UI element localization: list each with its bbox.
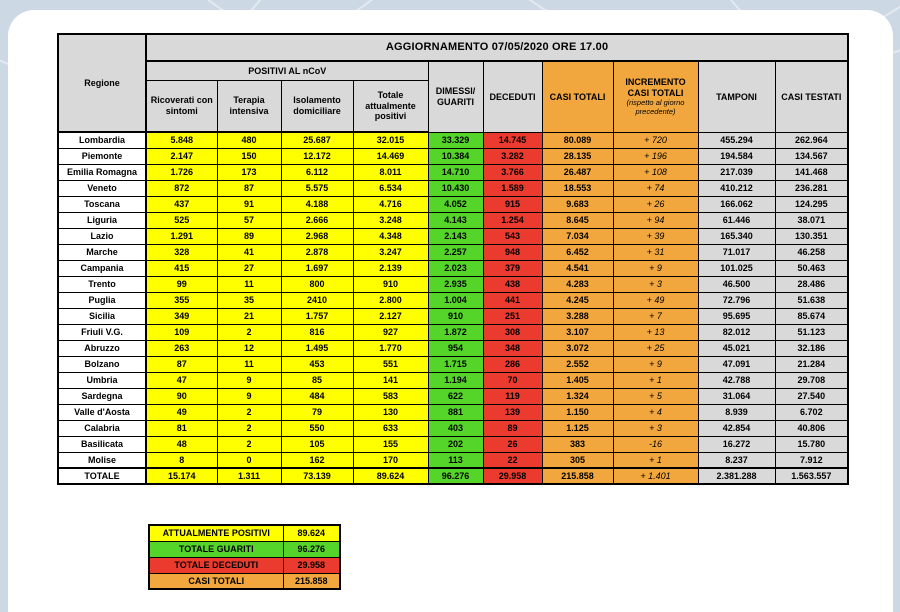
value-cell: 8.011 [353, 164, 428, 180]
value-cell: 4.716 [353, 196, 428, 212]
value-cell: + 26 [613, 196, 698, 212]
value-cell: 3.248 [353, 212, 428, 228]
value-cell: 124.295 [775, 196, 848, 212]
value-cell: + 9 [613, 356, 698, 372]
legend-label: CASI TOTALI [149, 573, 283, 589]
region-name-cell: Trento [58, 276, 146, 292]
value-cell: 6.534 [353, 180, 428, 196]
value-cell: 2.147 [146, 148, 217, 164]
value-cell: 484 [281, 388, 353, 404]
value-cell: 91 [217, 196, 281, 212]
value-cell: 47.091 [698, 356, 775, 372]
value-cell: 38.071 [775, 212, 848, 228]
value-cell: 305 [542, 452, 613, 468]
legend-value: 215.858 [283, 573, 340, 589]
value-cell: 40.806 [775, 420, 848, 436]
value-cell: 480 [217, 132, 281, 148]
value-cell: 61.446 [698, 212, 775, 228]
value-cell: 6.702 [775, 404, 848, 420]
region-row-puglia [58, 292, 848, 308]
value-cell: 215.858 [542, 468, 613, 484]
legend-row [149, 557, 340, 573]
value-cell: 438 [483, 276, 542, 292]
value-cell: 550 [281, 420, 353, 436]
value-cell: 5.575 [281, 180, 353, 196]
value-cell: 12.172 [281, 148, 353, 164]
value-cell: 9 [217, 388, 281, 404]
value-cell: 1.254 [483, 212, 542, 228]
value-cell: 29.958 [483, 468, 542, 484]
value-cell: 49 [146, 404, 217, 420]
value-cell: 21.284 [775, 356, 848, 372]
value-cell: 2 [217, 420, 281, 436]
region-row-toscana [58, 196, 848, 212]
value-cell: 8.645 [542, 212, 613, 228]
value-cell: 286 [483, 356, 542, 372]
region-name-cell: Sardegna [58, 388, 146, 404]
value-cell: + 1.401 [613, 468, 698, 484]
value-cell: 1.150 [542, 404, 613, 420]
incremento-label: INCREMENTO CASI TOTALI [625, 77, 686, 98]
value-cell: 85 [281, 372, 353, 388]
value-cell: 800 [281, 276, 353, 292]
value-cell: 1.495 [281, 340, 353, 356]
value-cell: 28.135 [542, 148, 613, 164]
value-cell: 9 [217, 372, 281, 388]
col-header-casi-totali: CASI TOTALI [542, 61, 613, 132]
value-cell: 109 [146, 324, 217, 340]
value-cell: 87 [217, 180, 281, 196]
value-cell: + 3 [613, 420, 698, 436]
value-cell: 4.052 [428, 196, 483, 212]
value-cell: 348 [483, 340, 542, 356]
legend-label: TOTALE DECEDUTI [149, 557, 283, 573]
region-row-valle-d-aosta [58, 404, 848, 420]
value-cell: 9.683 [542, 196, 613, 212]
value-cell: 262.964 [775, 132, 848, 148]
region-name-cell: Bolzano [58, 356, 146, 372]
value-cell: 543 [483, 228, 542, 244]
value-cell: 355 [146, 292, 217, 308]
value-cell: 15.174 [146, 468, 217, 484]
value-cell: + 4 [613, 404, 698, 420]
region-row-bolzano [58, 356, 848, 372]
value-cell: 816 [281, 324, 353, 340]
value-cell: 4.245 [542, 292, 613, 308]
value-cell: 2.257 [428, 244, 483, 260]
legend-table [148, 524, 341, 590]
col-header-deceduti: DECEDUTI [483, 61, 542, 132]
value-cell: 1.311 [217, 468, 281, 484]
value-cell: 27.540 [775, 388, 848, 404]
value-cell: 71.017 [698, 244, 775, 260]
value-cell: 165.340 [698, 228, 775, 244]
value-cell: 10.384 [428, 148, 483, 164]
value-cell: 2.935 [428, 276, 483, 292]
region-name-cell: TOTALE [58, 468, 146, 484]
value-cell: 2.878 [281, 244, 353, 260]
value-cell: + 196 [613, 148, 698, 164]
value-cell: 45.021 [698, 340, 775, 356]
value-cell: 7.034 [542, 228, 613, 244]
value-cell: + 94 [613, 212, 698, 228]
value-cell: 2.139 [353, 260, 428, 276]
value-cell: 236.281 [775, 180, 848, 196]
value-cell: 99 [146, 276, 217, 292]
value-cell: 51.123 [775, 324, 848, 340]
region-name-cell: Friuli V.G. [58, 324, 146, 340]
value-cell: 202 [428, 436, 483, 452]
value-cell: + 720 [613, 132, 698, 148]
value-cell: 2.143 [428, 228, 483, 244]
value-cell: 46.258 [775, 244, 848, 260]
region-name-cell: Liguria [58, 212, 146, 228]
col-header-dimessi-guariti: DIMESSI/ GUARITI [428, 61, 483, 132]
value-cell: 6.452 [542, 244, 613, 260]
value-cell: -16 [613, 436, 698, 452]
value-cell: 72.796 [698, 292, 775, 308]
legend-label: ATTUALMENTE POSITIVI [149, 525, 283, 541]
value-cell: 141.468 [775, 164, 848, 180]
value-cell: 2.552 [542, 356, 613, 372]
value-cell: 1.697 [281, 260, 353, 276]
value-cell: 0 [217, 452, 281, 468]
value-cell: 139 [483, 404, 542, 420]
region-row-calabria [58, 420, 848, 436]
region-row-lazio [58, 228, 848, 244]
value-cell: 162 [281, 452, 353, 468]
value-cell: 1.194 [428, 372, 483, 388]
value-cell: 11 [217, 356, 281, 372]
value-cell: + 5 [613, 388, 698, 404]
value-cell: 85.674 [775, 308, 848, 324]
value-cell: 33.329 [428, 132, 483, 148]
value-cell: 453 [281, 356, 353, 372]
value-cell: 150 [217, 148, 281, 164]
sub-header-isolamento: Isolamento domiciliare [281, 80, 353, 132]
value-cell: 2.381.288 [698, 468, 775, 484]
value-cell: 2.023 [428, 260, 483, 276]
value-cell: 16.272 [698, 436, 775, 452]
value-cell: 954 [428, 340, 483, 356]
value-cell: 105 [281, 436, 353, 452]
value-cell: 217.039 [698, 164, 775, 180]
value-cell: 633 [353, 420, 428, 436]
value-cell: 328 [146, 244, 217, 260]
value-cell: 415 [146, 260, 217, 276]
value-cell: 3.072 [542, 340, 613, 356]
value-cell: 25.687 [281, 132, 353, 148]
sub-header-totale-positivi: Totale attualmente positivi [353, 80, 428, 132]
value-cell: 1.004 [428, 292, 483, 308]
region-name-cell: Calabria [58, 420, 146, 436]
value-cell: 2 [217, 436, 281, 452]
value-cell: 1.125 [542, 420, 613, 436]
value-cell: 89.624 [353, 468, 428, 484]
value-cell: 82.012 [698, 324, 775, 340]
value-cell: 51.638 [775, 292, 848, 308]
value-cell: 403 [428, 420, 483, 436]
value-cell: 1.405 [542, 372, 613, 388]
value-cell: 79 [281, 404, 353, 420]
content-card [8, 10, 893, 612]
col-header-tamponi: TAMPONI [698, 61, 775, 132]
value-cell: 6.112 [281, 164, 353, 180]
value-cell: 308 [483, 324, 542, 340]
value-cell: 8.237 [698, 452, 775, 468]
value-cell: 96.276 [428, 468, 483, 484]
value-cell: 8.939 [698, 404, 775, 420]
region-name-cell: Emilia Romagna [58, 164, 146, 180]
region-row-abruzzo [58, 340, 848, 356]
region-row-lombardia [58, 132, 848, 148]
sub-header-ricoverati: Ricoverati con sintomi [146, 80, 217, 132]
value-cell: 31.064 [698, 388, 775, 404]
value-cell: + 1 [613, 372, 698, 388]
value-cell: 32.186 [775, 340, 848, 356]
value-cell: 87 [146, 356, 217, 372]
region-row-veneto [58, 180, 848, 196]
value-cell: 3.247 [353, 244, 428, 260]
value-cell: 15.780 [775, 436, 848, 452]
value-cell: 437 [146, 196, 217, 212]
value-cell: 8 [146, 452, 217, 468]
value-cell: 1.291 [146, 228, 217, 244]
value-cell: 551 [353, 356, 428, 372]
value-cell: 910 [428, 308, 483, 324]
value-cell: 173 [217, 164, 281, 180]
region-name-cell: Sicilia [58, 308, 146, 324]
value-cell: 50.463 [775, 260, 848, 276]
legend-row [149, 541, 340, 557]
incremento-note: (rispetto al giorno precedente) [626, 97, 685, 116]
region-row-campania [58, 260, 848, 276]
value-cell: 41 [217, 244, 281, 260]
value-cell: + 25 [613, 340, 698, 356]
value-cell: 441 [483, 292, 542, 308]
value-cell: 11 [217, 276, 281, 292]
region-name-cell: Puglia [58, 292, 146, 308]
region-name-cell: Campania [58, 260, 146, 276]
value-cell: 4.348 [353, 228, 428, 244]
value-cell: 22 [483, 452, 542, 468]
value-cell: 881 [428, 404, 483, 420]
region-name-cell: Lazio [58, 228, 146, 244]
value-cell: + 7 [613, 308, 698, 324]
region-row-basilicata [58, 436, 848, 452]
value-cell: 134.567 [775, 148, 848, 164]
region-name-cell: Molise [58, 452, 146, 468]
value-cell: 4.541 [542, 260, 613, 276]
value-cell: 90 [146, 388, 217, 404]
value-cell: 46.500 [698, 276, 775, 292]
value-cell: 70 [483, 372, 542, 388]
value-cell: 32.015 [353, 132, 428, 148]
value-cell: 101.025 [698, 260, 775, 276]
region-row-liguria [58, 212, 848, 228]
value-cell: 4.188 [281, 196, 353, 212]
value-cell: 130.351 [775, 228, 848, 244]
value-cell: 166.062 [698, 196, 775, 212]
value-cell: 5.848 [146, 132, 217, 148]
value-cell: + 39 [613, 228, 698, 244]
value-cell: 42.788 [698, 372, 775, 388]
value-cell: 1.563.557 [775, 468, 848, 484]
value-cell: + 3 [613, 276, 698, 292]
value-cell: 27 [217, 260, 281, 276]
value-cell: + 74 [613, 180, 698, 196]
totale-row [58, 468, 848, 484]
value-cell: 29.708 [775, 372, 848, 388]
value-cell: 1.324 [542, 388, 613, 404]
value-cell: 1.726 [146, 164, 217, 180]
col-header-casi-testati: CASI TESTATI [775, 61, 848, 132]
region-row-sicilia [58, 308, 848, 324]
value-cell: 14.710 [428, 164, 483, 180]
legend-value: 29.958 [283, 557, 340, 573]
value-cell: 2 [217, 324, 281, 340]
value-cell: 525 [146, 212, 217, 228]
value-cell: 1.757 [281, 308, 353, 324]
value-cell: 2.968 [281, 228, 353, 244]
region-name-cell: Marche [58, 244, 146, 260]
value-cell: 14.745 [483, 132, 542, 148]
legend-value: 89.624 [283, 525, 340, 541]
value-cell: 26.487 [542, 164, 613, 180]
value-cell: + 108 [613, 164, 698, 180]
region-row-friuli-v-g- [58, 324, 848, 340]
region-name-cell: Veneto [58, 180, 146, 196]
region-column-header: Regione [58, 34, 146, 132]
region-name-cell: Umbria [58, 372, 146, 388]
value-cell: 455.294 [698, 132, 775, 148]
value-cell: 948 [483, 244, 542, 260]
value-cell: 349 [146, 308, 217, 324]
region-row-molise [58, 452, 848, 468]
value-cell: 927 [353, 324, 428, 340]
value-cell: 47 [146, 372, 217, 388]
value-cell: 14.469 [353, 148, 428, 164]
value-cell: 194.584 [698, 148, 775, 164]
value-cell: 81 [146, 420, 217, 436]
value-cell: 89 [217, 228, 281, 244]
legend-value: 96.276 [283, 541, 340, 557]
value-cell: 119 [483, 388, 542, 404]
value-cell: + 31 [613, 244, 698, 260]
value-cell: 26 [483, 436, 542, 452]
value-cell: + 9 [613, 260, 698, 276]
title-row [58, 34, 848, 61]
value-cell: 915 [483, 196, 542, 212]
value-cell: 622 [428, 388, 483, 404]
value-cell: 80.089 [542, 132, 613, 148]
region-name-cell: Valle d'Aosta [58, 404, 146, 420]
value-cell: 57 [217, 212, 281, 228]
table-title: AGGIORNAMENTO 07/05/2020 ORE 17.00 [146, 34, 848, 61]
value-cell: + 49 [613, 292, 698, 308]
value-cell: 410.212 [698, 180, 775, 196]
positivi-group-header: POSITIVI AL nCoV [146, 61, 428, 80]
legend-label: TOTALE GUARITI [149, 541, 283, 557]
legend-row [149, 525, 340, 541]
region-name-cell: Lombardia [58, 132, 146, 148]
region-row-piemonte [58, 148, 848, 164]
value-cell: 1.770 [353, 340, 428, 356]
value-cell: 2.127 [353, 308, 428, 324]
sub-header-terapia: Terapia intensiva [217, 80, 281, 132]
legend-row [149, 573, 340, 589]
value-cell: 263 [146, 340, 217, 356]
value-cell: 73.139 [281, 468, 353, 484]
group-header-row [58, 61, 848, 80]
value-cell: 89 [483, 420, 542, 436]
value-cell: 872 [146, 180, 217, 196]
value-cell: 4.283 [542, 276, 613, 292]
value-cell: 141 [353, 372, 428, 388]
value-cell: 2.666 [281, 212, 353, 228]
region-name-cell: Toscana [58, 196, 146, 212]
value-cell: 4.143 [428, 212, 483, 228]
value-cell: 35 [217, 292, 281, 308]
value-cell: 130 [353, 404, 428, 420]
value-cell: 18.553 [542, 180, 613, 196]
value-cell: 170 [353, 452, 428, 468]
value-cell: 3.766 [483, 164, 542, 180]
value-cell: + 13 [613, 324, 698, 340]
region-row-sardegna [58, 388, 848, 404]
region-row-umbria [58, 372, 848, 388]
value-cell: 2410 [281, 292, 353, 308]
value-cell: 3.288 [542, 308, 613, 324]
value-cell: 251 [483, 308, 542, 324]
region-row-marche [58, 244, 848, 260]
region-name-cell: Abruzzo [58, 340, 146, 356]
value-cell: 3.282 [483, 148, 542, 164]
value-cell: 583 [353, 388, 428, 404]
value-cell: 2.800 [353, 292, 428, 308]
region-row-trento [58, 276, 848, 292]
region-row-emilia-romagna [58, 164, 848, 180]
col-header-incremento [613, 61, 698, 132]
value-cell: 1.715 [428, 356, 483, 372]
value-cell: 10.430 [428, 180, 483, 196]
value-cell: 379 [483, 260, 542, 276]
value-cell: 1.872 [428, 324, 483, 340]
covid-regions-table [57, 33, 849, 485]
value-cell: 12 [217, 340, 281, 356]
value-cell: 2 [217, 404, 281, 420]
value-cell: + 1 [613, 452, 698, 468]
region-name-cell: Piemonte [58, 148, 146, 164]
value-cell: 21 [217, 308, 281, 324]
value-cell: 3.107 [542, 324, 613, 340]
value-cell: 48 [146, 436, 217, 452]
value-cell: 28.486 [775, 276, 848, 292]
value-cell: 7.912 [775, 452, 848, 468]
value-cell: 42.854 [698, 420, 775, 436]
value-cell: 113 [428, 452, 483, 468]
value-cell: 910 [353, 276, 428, 292]
value-cell: 155 [353, 436, 428, 452]
value-cell: 95.695 [698, 308, 775, 324]
value-cell: 383 [542, 436, 613, 452]
region-name-cell: Basilicata [58, 436, 146, 452]
value-cell: 1.589 [483, 180, 542, 196]
